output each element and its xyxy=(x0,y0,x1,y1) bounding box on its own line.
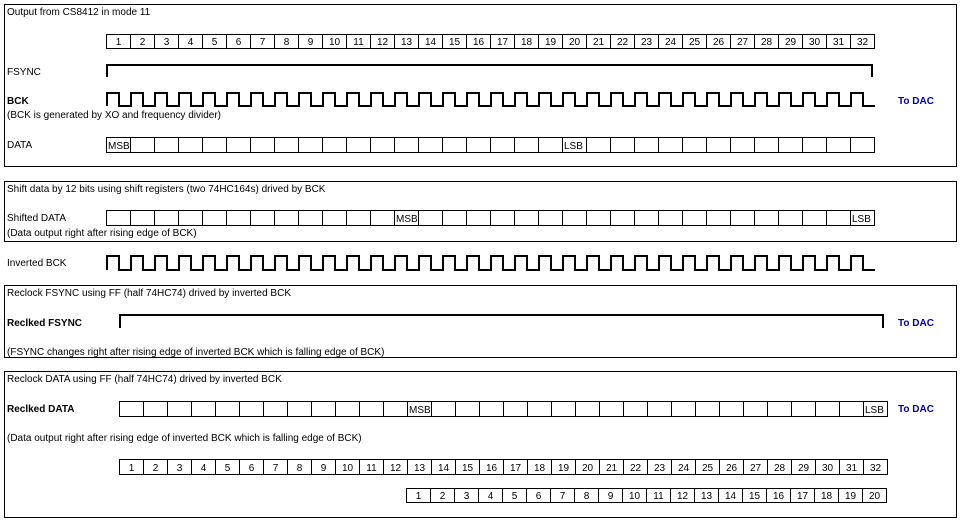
shifted-data-label: Shifted DATA xyxy=(7,213,67,224)
shifted-bit-cell xyxy=(491,211,515,226)
data-bit-cell xyxy=(395,138,419,153)
data-bit-cell xyxy=(539,138,563,153)
shifted-bit-number: 11 xyxy=(653,491,664,502)
data-bit-cell xyxy=(635,138,659,153)
top-bit-number: 2 xyxy=(139,37,146,48)
data-bit-cell xyxy=(251,138,275,153)
reclked-bit-cell xyxy=(480,402,504,417)
bottom-bit-number: 8 xyxy=(296,463,303,474)
bottom-bit-number: 12 xyxy=(389,463,402,474)
reclked-bit-cell xyxy=(432,402,456,417)
shifted-bit-number: 18 xyxy=(820,491,833,502)
shifted-bit-number: 12 xyxy=(676,491,689,502)
top-bit-number: 4 xyxy=(187,37,194,48)
shifted-bit-number: 20 xyxy=(868,491,881,502)
data-bit-cell xyxy=(227,138,251,153)
data-bit-cell xyxy=(419,138,443,153)
shifted-bit-cell xyxy=(803,211,827,226)
reclked-bit-cell xyxy=(576,402,600,417)
top-bit-number: 32 xyxy=(856,37,869,48)
shifted-bit-number: 15 xyxy=(748,491,761,502)
shifted-bit-cell xyxy=(683,211,707,226)
data-bit-cell xyxy=(179,138,203,153)
top-bit-number: 30 xyxy=(808,37,821,48)
shifted-bit-cell xyxy=(827,211,851,226)
reclked-bit-cell xyxy=(648,402,672,417)
shifted-bit-number: 17 xyxy=(796,491,809,502)
top-bit-number: 8 xyxy=(283,37,290,48)
top-bit-number: 9 xyxy=(307,37,314,48)
top-bit-number: 7 xyxy=(259,37,266,48)
bottom-bit-number: 3 xyxy=(176,463,183,474)
reclked-bit-cell xyxy=(504,402,528,417)
shifted-bit-number: 16 xyxy=(772,491,785,502)
top-bit-number: 15 xyxy=(448,37,461,48)
top-bit-number: 11 xyxy=(353,37,364,48)
reclked-bit-cell xyxy=(600,402,624,417)
bck-to-dac: To DAC xyxy=(898,96,934,107)
top-bit-number: 17 xyxy=(496,37,509,48)
shifted-bit-cell xyxy=(587,211,611,226)
bottom-bit-number: 21 xyxy=(605,463,618,474)
top-bit-number: 6 xyxy=(235,37,242,48)
shifted-bit-number: 10 xyxy=(628,491,641,502)
shifted-bit-number: 7 xyxy=(559,491,566,502)
reclock-fsync-title: Reclock FSYNC using FF (half 74HC74) drived by inverted BCK xyxy=(7,288,291,299)
bit-number-row-bottom-20 xyxy=(407,489,887,503)
fsync-waveform xyxy=(107,65,872,77)
top-bit-number: 29 xyxy=(784,37,797,48)
bottom-bit-number: 26 xyxy=(725,463,738,474)
fsync-label: FSYNC xyxy=(7,67,41,78)
data-bit-cell xyxy=(491,138,515,153)
data-bit-cell xyxy=(803,138,827,153)
shifted-msb-marker: MSB xyxy=(396,214,418,225)
reclked-bit-cell xyxy=(240,402,264,417)
inverted-bck-waveform xyxy=(107,256,875,270)
reclked-lsb-marker: LSB xyxy=(865,405,884,416)
bottom-bit-number: 14 xyxy=(437,463,450,474)
data-bit-row xyxy=(107,138,875,153)
shifted-bit-cell xyxy=(539,211,563,226)
shifted-lsb-marker: LSB xyxy=(852,214,871,225)
top-bit-number: 26 xyxy=(712,37,725,48)
data-bit-cell xyxy=(827,138,851,153)
reclked-bit-cell xyxy=(720,402,744,417)
data-bit-cell xyxy=(611,138,635,153)
reclked-bit-cell xyxy=(192,402,216,417)
shifted-bit-cell xyxy=(443,211,467,226)
top-bit-number: 1 xyxy=(115,37,122,48)
reclked-data-to-dac: To DAC xyxy=(898,404,934,415)
reclked-bit-cell xyxy=(336,402,360,417)
bottom-bit-number: 13 xyxy=(413,463,426,474)
top-bit-number: 28 xyxy=(760,37,773,48)
shifted-bit-number: 13 xyxy=(700,491,713,502)
shifted-bit-cell xyxy=(563,211,587,226)
shifted-bit-number: 4 xyxy=(487,491,494,502)
bottom-bit-number: 19 xyxy=(557,463,570,474)
bottom-bit-number: 4 xyxy=(200,463,207,474)
top-bit-number: 31 xyxy=(832,37,845,48)
shifted-bit-cell xyxy=(107,211,131,226)
reclock-data-title: Reclock DATA using FF (half 74HC74) drived by inverted BCK xyxy=(7,374,282,385)
data-bit-cell xyxy=(323,138,347,153)
bottom-bit-number: 2 xyxy=(152,463,159,474)
bck-waveform xyxy=(107,93,875,106)
bottom-bit-number: 27 xyxy=(749,463,762,474)
data-bit-cell xyxy=(779,138,803,153)
data-bit-cell xyxy=(467,138,491,153)
bottom-bit-number: 1 xyxy=(128,463,135,474)
bottom-bit-number: 17 xyxy=(509,463,522,474)
inverted-bck-label: Inverted BCK xyxy=(7,258,67,269)
shifted-data-bit-row xyxy=(107,211,875,226)
bottom-bit-number: 5 xyxy=(224,463,231,474)
bottom-bit-number: 15 xyxy=(461,463,474,474)
reclked-bit-cell xyxy=(360,402,384,417)
reclked-bit-cell xyxy=(792,402,816,417)
bottom-bit-number: 32 xyxy=(869,463,882,474)
shifted-bit-cell xyxy=(371,211,395,226)
bottom-bit-number: 23 xyxy=(653,463,666,474)
data-bit-cell xyxy=(443,138,467,153)
data-bit-cell xyxy=(659,138,683,153)
bottom-bit-number: 6 xyxy=(248,463,255,474)
shifted-bit-number: 8 xyxy=(583,491,590,502)
reclked-fsync-note: (FSYNC changes right after rising edge of inverted BCK which is falling edge of BCK) xyxy=(7,347,385,358)
reclked-bit-cell xyxy=(768,402,792,417)
shifted-bit-cell xyxy=(779,211,803,226)
reclked-bit-cell xyxy=(696,402,720,417)
top-bit-number: 21 xyxy=(592,37,605,48)
data-bit-cell xyxy=(587,138,611,153)
shifted-bit-cell xyxy=(611,211,635,226)
top-bit-number: 27 xyxy=(736,37,749,48)
reclked-bit-cell xyxy=(312,402,336,417)
cs8412-title: Output from CS8412 in mode 11 xyxy=(7,7,151,18)
bottom-bit-number: 9 xyxy=(320,463,327,474)
data-bit-cell xyxy=(371,138,395,153)
bottom-bit-number: 7 xyxy=(272,463,279,474)
reclked-bit-cell xyxy=(168,402,192,417)
shifted-bit-cell xyxy=(731,211,755,226)
shifted-bit-cell xyxy=(203,211,227,226)
top-bit-number: 14 xyxy=(424,37,437,48)
top-bit-number: 13 xyxy=(400,37,413,48)
shifted-bit-cell xyxy=(323,211,347,226)
bck-note: (BCK is generated by XO and frequency divider) xyxy=(7,110,221,121)
data-msb-marker: MSB xyxy=(108,141,130,152)
bottom-bit-number: 28 xyxy=(773,463,786,474)
reclked-data-label: Reclked DATA xyxy=(7,404,75,415)
top-bit-number: 5 xyxy=(211,37,218,48)
shifted-bit-number: 14 xyxy=(724,491,737,502)
shifted-bit-cell xyxy=(227,211,251,226)
reclked-bit-cell xyxy=(456,402,480,417)
reclked-fsync-to-dac: To DAC xyxy=(898,318,934,329)
reclked-bit-cell xyxy=(552,402,576,417)
top-bit-number: 18 xyxy=(520,37,533,48)
bottom-bit-number: 31 xyxy=(845,463,858,474)
bit-number-row-bottom-32 xyxy=(120,460,888,475)
data-bit-cell xyxy=(275,138,299,153)
shifted-bit-cell xyxy=(179,211,203,226)
top-bit-number: 12 xyxy=(376,37,389,48)
bottom-bit-number: 10 xyxy=(341,463,354,474)
bottom-bit-number: 24 xyxy=(677,463,690,474)
reclked-bit-cell xyxy=(672,402,696,417)
top-bit-number: 16 xyxy=(472,37,485,48)
reclked-bit-cell xyxy=(624,402,648,417)
data-bit-cell xyxy=(731,138,755,153)
data-label: DATA xyxy=(7,140,33,151)
reclked-bit-cell xyxy=(744,402,768,417)
shifted-bit-number: 3 xyxy=(463,491,470,502)
shifted-bit-cell xyxy=(659,211,683,226)
shifted-bit-cell xyxy=(707,211,731,226)
shifted-bit-cell xyxy=(299,211,323,226)
data-bit-cell xyxy=(515,138,539,153)
reclked-bit-cell xyxy=(384,402,408,417)
shift-title: Shift data by 12 bits using shift registers (two 74HC164s) drived by BCK xyxy=(7,184,326,195)
bit-number-row-top xyxy=(107,35,875,49)
bottom-bit-number: 22 xyxy=(629,463,642,474)
top-bit-number: 3 xyxy=(163,37,170,48)
shifted-bit-number: 9 xyxy=(607,491,614,502)
reclked-bit-cell xyxy=(144,402,168,417)
data-bit-cell xyxy=(203,138,227,153)
reclked-bit-cell xyxy=(288,402,312,417)
shifted-bit-cell xyxy=(251,211,275,226)
reclked-fsync-waveform xyxy=(120,315,883,328)
data-bit-cell xyxy=(683,138,707,153)
reclked-bit-cell xyxy=(840,402,864,417)
shifted-bit-cell xyxy=(755,211,779,226)
shifted-bit-cell xyxy=(635,211,659,226)
data-bit-cell xyxy=(707,138,731,153)
shifted-bit-number: 19 xyxy=(844,491,857,502)
reclked-data-note: (Data output right after rising edge of inverted BCK which is falling edge of BCK) xyxy=(7,433,362,444)
bottom-bit-number: 20 xyxy=(581,463,594,474)
bottom-bit-number: 30 xyxy=(821,463,834,474)
top-bit-number: 25 xyxy=(688,37,701,48)
top-bit-number: 22 xyxy=(616,37,629,48)
shifted-bit-cell xyxy=(275,211,299,226)
data-lsb-marker: LSB xyxy=(564,141,583,152)
reclked-bit-cell xyxy=(216,402,240,417)
data-bit-cell xyxy=(347,138,371,153)
top-bit-number: 23 xyxy=(640,37,653,48)
bottom-bit-number: 25 xyxy=(701,463,714,474)
shifted-data-note: (Data output right after rising edge of BCK) xyxy=(7,228,197,239)
shifted-bit-cell xyxy=(131,211,155,226)
top-bit-number: 24 xyxy=(664,37,677,48)
data-bit-cell xyxy=(155,138,179,153)
reclked-data-bit-row xyxy=(120,402,888,417)
bottom-bit-number: 16 xyxy=(485,463,498,474)
shifted-bit-cell xyxy=(347,211,371,226)
shifted-bit-cell xyxy=(155,211,179,226)
reclked-bit-cell xyxy=(528,402,552,417)
reclked-msb-marker: MSB xyxy=(409,405,431,416)
data-bit-cell xyxy=(299,138,323,153)
top-bit-number: 19 xyxy=(544,37,557,48)
reclked-fsync-label: Reclked FSYNC xyxy=(7,318,83,329)
shifted-bit-cell xyxy=(467,211,491,226)
bck-label: BCK xyxy=(7,96,29,107)
top-bit-number: 20 xyxy=(568,37,581,48)
reclked-bit-cell xyxy=(816,402,840,417)
top-bit-number: 10 xyxy=(328,37,341,48)
data-bit-cell xyxy=(851,138,875,153)
shifted-bit-number: 6 xyxy=(535,491,542,502)
reclked-bit-cell xyxy=(264,402,288,417)
shifted-bit-cell xyxy=(515,211,539,226)
shifted-bit-number: 1 xyxy=(415,491,422,502)
reclked-bit-cell xyxy=(120,402,144,417)
data-bit-cell xyxy=(755,138,779,153)
shifted-bit-cell xyxy=(419,211,443,226)
shifted-bit-number: 2 xyxy=(439,491,446,502)
bottom-bit-number: 11 xyxy=(366,463,377,474)
data-bit-cell xyxy=(131,138,155,153)
shifted-bit-number: 5 xyxy=(511,491,518,502)
bottom-bit-number: 18 xyxy=(533,463,546,474)
bottom-bit-number: 29 xyxy=(797,463,810,474)
